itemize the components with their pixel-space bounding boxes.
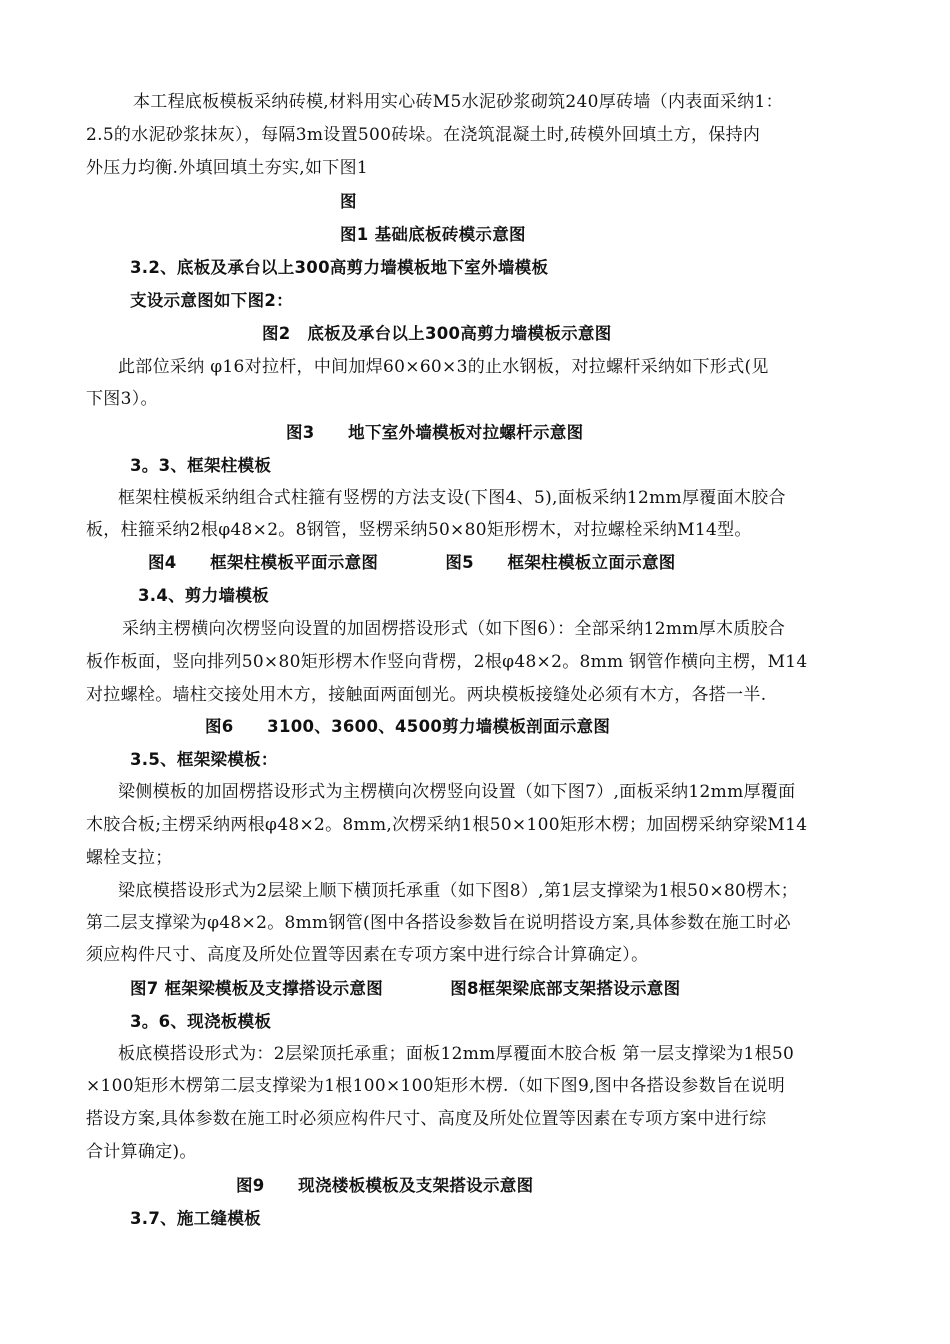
- paragraph-line: 下图3）。: [86, 389, 158, 409]
- figure-placeholder: 图: [340, 192, 357, 211]
- paragraph-line: 合计算确定)。: [86, 1142, 197, 1162]
- figure-caption: 图6 3100、3600、4500剪力墙模板剖面示意图: [205, 717, 611, 736]
- paragraph-line: 梁侧模板的加固楞搭设形式为主楞横向次楞竖向设置（如下图7）,面板采纳12mm厚覆面: [118, 782, 796, 802]
- section-heading: 3.4、剪力墙模板: [138, 586, 269, 605]
- figure-caption: 图2 底板及承台以上300高剪力墙模板示意图: [262, 324, 612, 343]
- figure-caption: 图9 现浇楼板模板及支架搭设示意图: [236, 1176, 534, 1195]
- paragraph-line: 木胶合板;主楞采纳两根φ48×2。8mm,次楞采纳1根50×100矩形木楞；加固楞采纳穿梁M14: [86, 815, 808, 835]
- section-heading: 支设示意图如下图2：: [130, 291, 293, 310]
- section-heading: 3.2、底板及承台以上300高剪力墙模板地下室外墙模板: [130, 258, 549, 277]
- figure-caption: 图3 地下室外墙模板对拉螺杆示意图: [286, 423, 584, 442]
- paragraph-line: 板作板面，竖向排列50×80矩形楞木作竖向背楞，2根φ48×2。8mm 钢管作横向主楞，M14: [86, 652, 808, 672]
- section-heading: 3.5、框架梁模板：: [130, 750, 278, 769]
- figure-caption: 图4 框架柱模板平面示意图 图5 框架柱模板立面示意图: [148, 553, 676, 572]
- figure-caption: 图1 基础底板砖模示意图: [340, 225, 526, 244]
- paragraph-line: 螺栓支拉；: [86, 848, 173, 868]
- paragraph-line: 采纳主楞横向次楞竖向设置的加固楞搭设形式（如下图6）：全部采纳12mm厚木质胶合: [122, 619, 786, 639]
- paragraph-line: 搭设方案,具体参数在施工时必须应构件尺寸、高度及所处位置等因素在专项方案中进行综: [86, 1109, 767, 1129]
- section-heading: 3.7、施工缝模板: [130, 1209, 261, 1228]
- paragraph-line: 此部位采纳 φ16对拉杆，中间加焊60×60×3的止水钢板，对拉螺杆采纳如下形式(见: [118, 357, 769, 377]
- paragraph-line: 板，柱箍采纳2根φ48×2。8钢管，竖楞采纳50×80矩形楞木，对拉螺栓采纳M14型。: [86, 520, 752, 540]
- paragraph-line: 梁底模搭设形式为2层梁上顺下横顶托承重（如下图8）,第1层支撑梁为1根50×80楞木；: [118, 881, 799, 901]
- paragraph-line: 对拉螺栓。墙柱交接处用木方，接触面两面刨光。两块模板接缝处必须有木方，各搭一半.: [86, 685, 767, 705]
- figure-caption: 图7 框架梁模板及支撑搭设示意图 图8框架梁底部支架搭设示意图: [130, 979, 681, 998]
- paragraph-line: 2.5的水泥砂浆抹灰），每隔3m设置500砖垛。在浇筑混凝土时,砖模外回填土方，保持内: [86, 125, 761, 145]
- section-heading: 3。3、框架柱模板: [130, 456, 272, 475]
- paragraph-line: ×100矩形木楞第二层支撑梁为1根100×100矩形木楞.（如下图9,图中各搭设参数旨在说明: [86, 1076, 786, 1096]
- paragraph-line: 框架柱模板采纳组合式柱箍有竖楞的方法支设(下图4、5),面板采纳12mm厚覆面木胶合: [118, 488, 786, 508]
- paragraph-line: 板底模搭设形式为：2层梁顶托承重；面板12mm厚覆面木胶合板 第一层支撑梁为1根50: [118, 1044, 795, 1064]
- paragraph-line: 外压力均衡.外填回填土夯实,如下图1: [86, 158, 369, 178]
- paragraph-line: 第二层支撑梁为φ48×2。8mm钢管(图中各搭设参数旨在说明搭设方案,具体参数在施工时必: [86, 913, 791, 933]
- section-heading: 3。6、现浇板模板: [130, 1012, 272, 1031]
- paragraph-line: 须应构件尺寸、高度及所处位置等因素在专项方案中进行综合计算确定）。: [86, 945, 649, 965]
- paragraph-line: 本工程底板模板采纳砖模,材料用实心砖M5水泥砂浆砌筑240厚砖墙（内表面采纳1：: [133, 92, 783, 112]
